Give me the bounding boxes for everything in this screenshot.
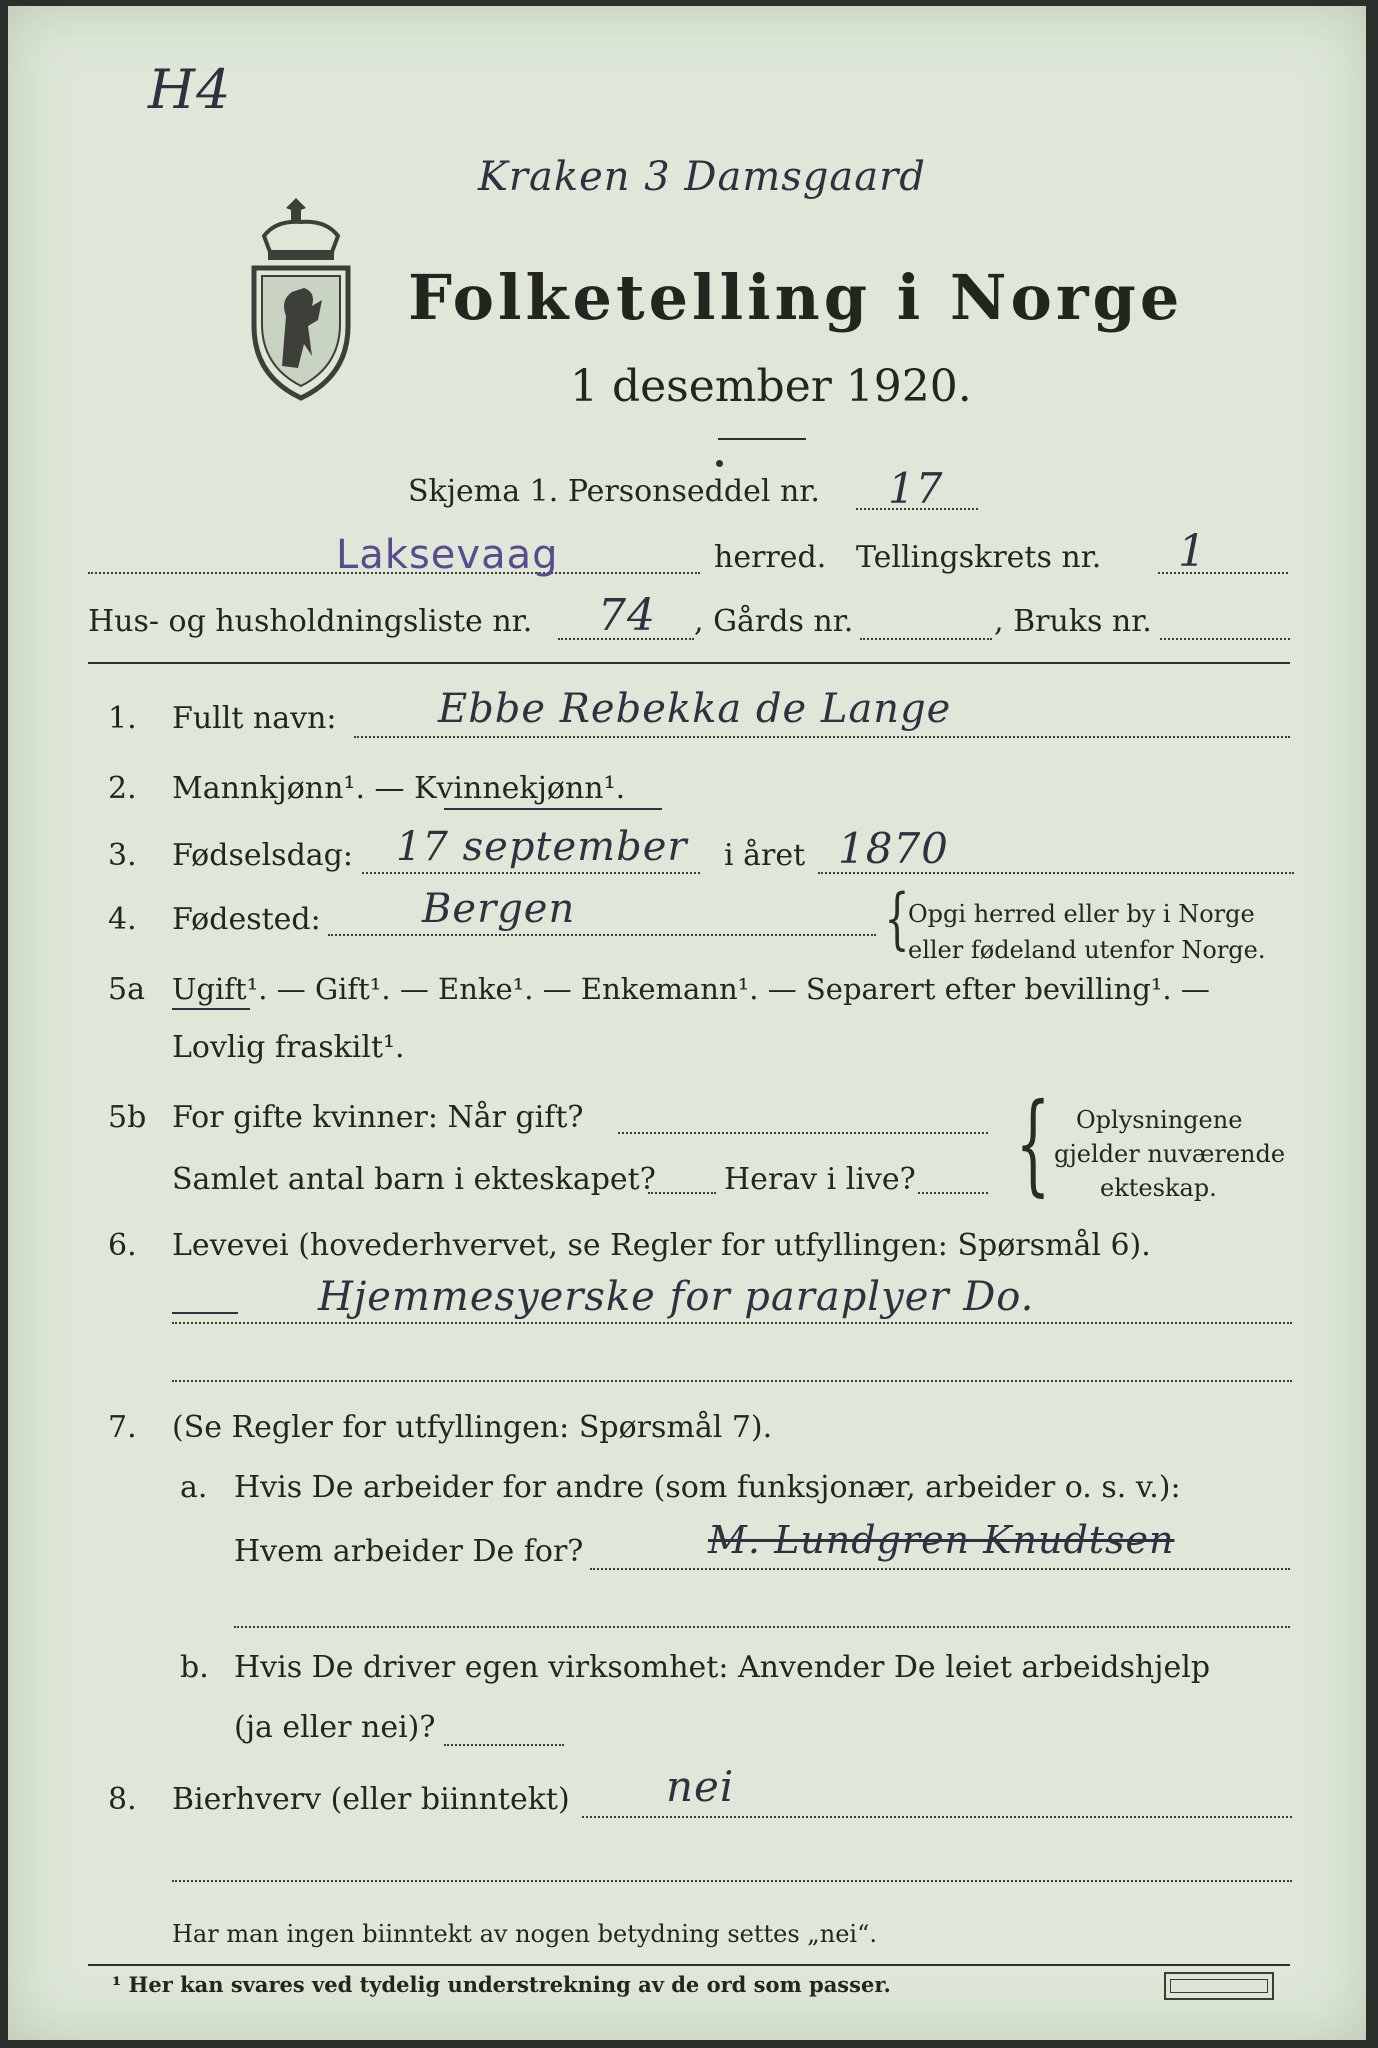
q8-value: nei — [666, 1762, 735, 1811]
q6-line1 — [172, 1322, 1292, 1324]
corner-mark: H4 — [148, 58, 232, 121]
q4-line — [328, 934, 876, 936]
q6-label: Levevei (hovederhvervet, se Regler for utfyllingen: Spørsmål 6). — [172, 1228, 1151, 1263]
q2-number: 2. — [108, 771, 137, 806]
q3-line — [362, 872, 700, 874]
gards-label: , Gårds nr. — [694, 604, 854, 639]
q4-label: Fødested: — [172, 902, 321, 937]
husliste-label: Hus- og husholdningsliste nr. — [88, 604, 533, 639]
q4-number: 4. — [108, 902, 137, 937]
q7b-line1: Hvis De driver egen virksomhet: Anvender De leiet arbeidshjelp — [234, 1650, 1211, 1685]
coat-of-arms-icon — [246, 196, 356, 406]
bruks-label: , Bruks nr. — [994, 604, 1152, 639]
q7a-line-extra — [234, 1626, 1290, 1628]
q5b-note-line2: gjelder nuværende — [1054, 1140, 1286, 1168]
herred-stamp-value: Laksevaag — [336, 532, 559, 578]
q5b-brace: { — [1015, 1079, 1051, 1207]
footer-note: Har man ingen biinntekt av nogen betydning settes „nei“. — [172, 1920, 877, 1948]
q7b-line2: (ja eller nei)? — [234, 1710, 436, 1745]
q3-year: 1870 — [838, 824, 949, 873]
q3-value: 17 september — [396, 824, 688, 870]
q5a-underline — [172, 1008, 250, 1010]
q7a-line1: Hvis De arbeider for andre (som funksjonær, arbeider o. s. v.): — [234, 1470, 1181, 1505]
q5b-married-line — [618, 1132, 988, 1134]
q5a-line1: Ugift¹. — Gift¹. — Enke¹. — Enkemann¹. — Separert efter bevilling¹. — — [172, 972, 1210, 1006]
q7a-letter: a. — [180, 1470, 208, 1505]
q6-number: 6. — [108, 1228, 137, 1263]
q4-note-line1: Opgi herred eller by i Norge — [908, 900, 1255, 928]
q6-value: Hjemmesyerske for paraplyer Do. — [318, 1274, 1035, 1320]
q7b-line — [444, 1744, 564, 1746]
skjema-label: Skjema 1. Personseddel nr. — [408, 474, 820, 509]
q7-label: (Se Regler for utfyllingen: Spørsmål 7). — [172, 1410, 773, 1445]
census-form — [8, 6, 1366, 2040]
q5a-line2: Lovlig fraskilt¹. — [172, 1030, 405, 1065]
q8-line — [582, 1816, 1292, 1818]
q3-number: 3. — [108, 838, 137, 873]
section-divider — [88, 662, 1290, 664]
title-dot — [716, 460, 723, 467]
q5a-number: 5a — [108, 972, 145, 1007]
q4-value: Bergen — [422, 886, 576, 932]
q1-line — [354, 736, 1290, 738]
q5b-alive-line — [918, 1192, 988, 1194]
q4-brace: { — [884, 880, 910, 957]
q1-number: 1. — [108, 701, 137, 736]
herred-label: herred. — [714, 540, 827, 575]
husliste-nr: 74 — [598, 590, 656, 641]
q5b-note-line1: Oplysningene — [1076, 1106, 1243, 1134]
q3-year-label: i året — [724, 838, 806, 873]
q8-label: Bierhverv (eller biinntekt) — [172, 1782, 570, 1817]
footer-divider — [88, 1964, 1290, 1966]
q1-label: Fullt navn: — [172, 701, 337, 736]
q5b-line1: For gifte kvinner: Når gift? — [172, 1100, 584, 1135]
q6-dash — [172, 1312, 238, 1314]
q6-line2 — [172, 1380, 1292, 1382]
printer-stamp-icon — [1164, 1972, 1274, 2000]
q7a-line — [590, 1568, 1290, 1570]
q4-note-line2: eller fødeland utenfor Norge. — [908, 936, 1266, 964]
q5b-children-line — [648, 1192, 716, 1194]
q2-text: Mannkjønn¹. — Kvinnekjønn¹. — [172, 771, 626, 806]
title-divider — [718, 438, 806, 440]
q5b-alive-label: Herav i live? — [724, 1162, 916, 1197]
q3-label: Fødselsdag: — [172, 838, 353, 873]
tellingskrets-nr: 1 — [1178, 526, 1207, 577]
q7a-value: M. Lundgren Knudtsen — [708, 1518, 1175, 1562]
personseddel-nr: 17 — [888, 464, 944, 513]
q5b-number: 5b — [108, 1100, 147, 1135]
q2-underline — [444, 808, 662, 810]
tellingskrets-label: Tellingskrets nr. — [856, 540, 1102, 575]
q8-line-extra — [172, 1880, 1292, 1882]
form-title: Folketelling i Norge — [408, 261, 1184, 334]
q5b-children-label: Samlet antal barn i ekteskapet? — [172, 1162, 656, 1197]
q5b-note-line3: ekteskap. — [1100, 1174, 1217, 1202]
q7-number: 7. — [108, 1410, 137, 1445]
q7a-line2: Hvem arbeider De for? — [234, 1534, 584, 1569]
form-date: 1 desember 1920. — [570, 361, 972, 412]
footnote: ¹ Her kan svares ved tydelig understrekning av de ord som passer. — [112, 1972, 891, 1997]
q8-number: 8. — [108, 1782, 137, 1817]
q7b-letter: b. — [180, 1650, 209, 1685]
bruks-line — [1160, 638, 1290, 640]
q1-value: Ebbe Rebekka de Lange — [438, 686, 952, 732]
top-note: Kraken 3 Damsgaard — [478, 154, 926, 200]
gards-line — [860, 638, 992, 640]
